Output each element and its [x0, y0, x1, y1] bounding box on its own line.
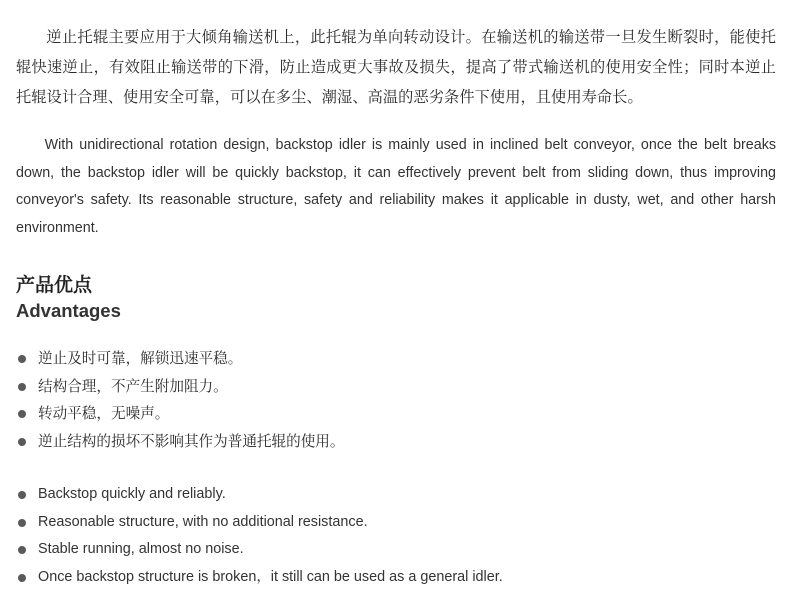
list-item-text: 转动平稳，无噪声。	[38, 405, 170, 422]
advantages-list-zh	[16, 345, 344, 455]
advantages-heading-en: Advantages	[16, 300, 121, 321]
bullet-icon	[18, 383, 26, 391]
advantages-list-en	[16, 481, 503, 591]
list-item-text: Backstop quickly and reliably.	[38, 486, 226, 502]
advantages-heading-zh: 产品优点	[16, 274, 93, 296]
list-item	[16, 564, 503, 592]
bullet-icon	[18, 574, 26, 582]
bullet-icon	[18, 491, 26, 499]
list-item-text: 逆止结构的损坏不影响其作为普通托辊的使用。	[38, 432, 345, 450]
list-item	[16, 481, 503, 509]
bullet-icon	[18, 546, 26, 554]
bullet-icon	[18, 355, 26, 363]
list-item-text: 结构合理，不产生附加阻力。	[38, 377, 228, 395]
list-item-text: Stable running, almost no noise.	[38, 541, 244, 557]
list-item	[16, 509, 503, 537]
bullet-icon	[18, 410, 26, 418]
list-item	[16, 428, 344, 456]
bullet-icon	[18, 519, 26, 527]
list-item-text: Reasonable structure, with no additional resistance.	[38, 513, 368, 530]
list-item	[16, 400, 344, 428]
list-item-text: 逆止及时可靠，解锁迅速平稳。	[38, 350, 243, 367]
intro-paragraph-zh: 逆止托辊主要应用于大倾角输送机上，此托辊为单向转动设计。在输送机的输送带一旦发生断裂时，能使托辊快速逆止，有效阻止输送带的下滑，防止造成更大事故及损失，提高了带式输送机的使用安全性；同时本逆止托辊设计合理、使用安全可靠，可以在多尘、潮湿、高温的恶劣条件下使用，且使用寿命长。	[16, 28, 776, 106]
list-item	[16, 536, 503, 564]
list-item	[16, 373, 344, 401]
intro-paragraph-en: With unidirectional rotation design, backstop idler is mainly used in inclined belt conveyor, once the belt breaks down, the backstop idler will be quickly backstop, it can effectively prevent belt from sliding down, thus improving conveyor's safety. Its reasonable structure, safety and reliability makes it applicable in dusty, wet, and other harsh environment.	[16, 137, 776, 236]
list-item	[16, 345, 344, 373]
bullet-icon	[18, 438, 26, 446]
list-item-text: Once backstop structure is broken，it still can be used as a general idler.	[38, 568, 503, 585]
